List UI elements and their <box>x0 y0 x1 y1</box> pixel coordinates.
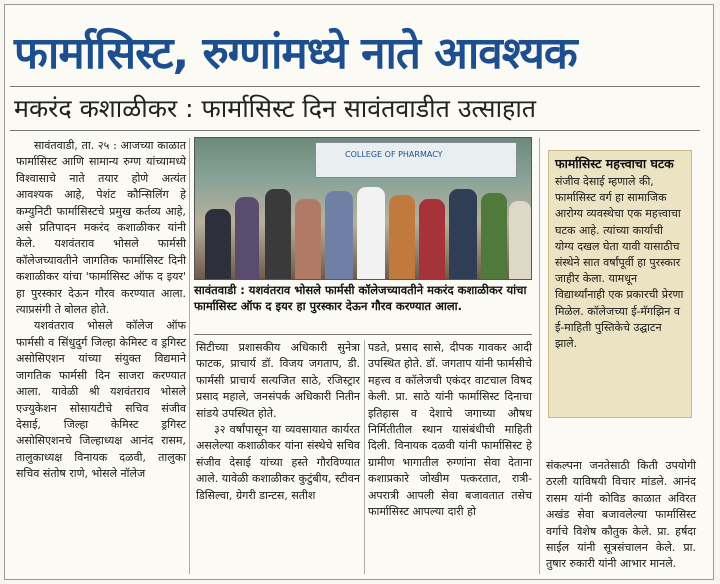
photo-person <box>389 195 415 279</box>
column3-paragraph-1: पडते, प्रसाद सासे, दीपक गावकर आदी उपस्थित होते. डॉ. जगताप यांनी फार्मसीचे महत्त्व व कॉलेजची एकंदर वाटचाल विषद केली. प्रा. साठे यांनी फार्मासिस्ट दिनाचा इतिहास व देशाचे जगाच्या औषध निर्मितीतील स्थान यासंबंधीची माहिती दिली. विनायक दळवी यांनी फार्मासिस्ट हे ग्रामीण भागातील रुग्णांना सेवा देताना कशाप्रकारे जोखीम पत्करतात, रात्री-अपरात्री आपली सेवा बजावतात तसेच फार्मासिस्ट आपल्या दारी हो <box>368 341 532 519</box>
sidebar-box <box>548 150 692 418</box>
photo-person <box>449 189 477 279</box>
photo-person <box>205 209 231 279</box>
column2-paragraph-1: सिटीच्या प्रशासकीय अधिकारी सुनेत्रा फाटक, प्राचार्य डॉ. विजय जगताप, डी. फार्मसी प्राचार्य सत्यजित साठे, रजिस्ट्रार प्रसाद महाले, जनसंपर्क अधिकारी नितीन सांडये उपस्थित होते. <box>196 341 360 420</box>
sidebar-text: संजीव देसाई म्हणाले की, फार्मासिस्ट वर्ग हा सामाजिक आरोग्य व्यवस्थेचा एक महत्त्वाचा घटक आहे. त्यांच्या कार्याची योग्य दखल घेता यावी यासाठीच संस्थेने सात वर्षांपूर्वी हा पुरस्कार जाहीर केला. यामधून विद्यार्थ्यांनाही एक प्रकारची प्रेरणा मिळेल. कॉलेजच्या ई-मॅगझिन व ई-माहिती पुस्तिकेचे उद्घाटन झाले. <box>555 175 684 351</box>
photo-person <box>295 199 321 279</box>
sidebar-title: फार्मासिस्ट महत्त्वाचा घटक <box>555 156 674 171</box>
column-divider-2 <box>364 340 365 574</box>
headline-divider <box>10 86 700 87</box>
column1-paragraph-2: यशवंतराव भोसले कॉलेज ऑफ फार्मसी व सिंधुदुर्ग जिल्हा केमिस्ट व ड्रगिस्ट असोसिएशन यांच्या संयुक्त विद्यमाने जागतिक फार्मसी दिन साजरा करण्यात आला. यावेळी श्री यशवंतराव भोसले एज्युकेशन सोसायटीचे सचिव संजीव देसाई, जिल्हा केमिस्ट ड्रगिस्ट असोसिएशनचे जिल्हाध्यक्ष आनंद रासम, तालुकाध्यक्ष विनायक दळवी, तालुका सचिव संतोष राणे, भोसले नॉलेज <box>16 319 186 481</box>
subheadline-divider <box>10 130 700 131</box>
photo-person <box>481 193 507 279</box>
photo-person <box>357 187 385 279</box>
article-column-1 <box>16 138 186 576</box>
photo-person <box>265 189 291 279</box>
caption-divider <box>194 334 532 335</box>
photo-person <box>325 191 353 279</box>
column-divider-3 <box>539 138 540 574</box>
subheadline: मकरंद कशाळीकर : फार्मासिस्ट दिन सावंतवाडीत उत्साहात <box>14 94 537 123</box>
event-banner <box>315 142 517 178</box>
photo-person <box>419 199 445 279</box>
event-photo <box>194 137 532 280</box>
column1-paragraph-1: सावंतवाडी, ता. २५ : आजच्या काळात फार्मासिस्ट आणि सामान्य रुग्ण यांच्यामध्ये विश्वासाचे नाते तयार होणे अत्यंत आवश्यक आहे, पेशंट कौन्सिलिंग हे कम्युनिटी फार्मासिस्टचे प्रमुख कर्तव्य आहे, असे प्रतिपादन मकरंद कशाळीकर यांनी केले. यशवंतराव भोसले फार्मसी कॉलेजच्यावतीने जागतिक फार्मासिस्ट दिनी कशाळीकर यांचा 'फार्मासिस्ट ऑफ द इयर' हा पुरस्कार देऊन गौरव करण्यात आला. त्याप्रसंगी ते बोलत होते. <box>16 139 186 317</box>
column-divider-1 <box>189 138 190 574</box>
article-column-4 <box>546 458 696 576</box>
column2-paragraph-2: ३२ वर्षांपासून या व्यवसायात कार्यरत असलेल्या कशाळीकर यांना संस्थेचे सचिव संजीव देसाई यांच्या हस्ते गौरविण्यात आले. यावेळी कशाळीकर कुटुंबीय, स्टीवन डिसिल्वा, ग्रेगरी डान्टस, सतीश <box>196 423 360 502</box>
photo-person <box>509 201 531 279</box>
article-column-2 <box>196 340 360 576</box>
article-column-3 <box>368 340 532 576</box>
photo-caption: सावंतवाडी : यशवंतराव भोसले फार्मसी कॉलेजच्यावतीने मकरंद कशाळीकर यांचा फार्मासिस्ट ऑफ द इयर हा पुरस्कार देऊन गौरव करण्यात आला. <box>194 283 527 313</box>
photo-person <box>235 197 259 279</box>
column4-paragraph-1: संकल्पना जनतेसाठी किती उपयोगी ठरली याविषयी विचार मांडले. आनंद रासम यांनी कोविड काळात अविरत अखंड सेवा बजावलेल्या फार्मासिस्ट वर्गाचे विशेष कौतुक केले. प्रा. हर्षदा साईल यांनी सूत्रसंचालन केले. प्रा. तुषार रुकारी यांनी आभार मानले. <box>546 459 696 571</box>
banner-text: COLLEGE OF PHARMACY <box>345 150 443 159</box>
headline: फार्मासिस्ट, रुग्णांमध्ये नाते आवश्यक <box>14 28 577 79</box>
